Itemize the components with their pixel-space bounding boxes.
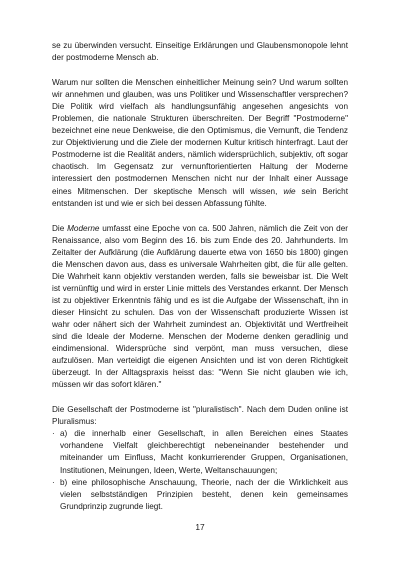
bullet-dot: · bbox=[52, 429, 55, 439]
list-item bbox=[52, 428, 348, 476]
list-item-text: a) die innerhalb einer Gesellschaft, in allen Bereichen eines Staates vorhandene Vielfalt gleichberechtigt nebeneinander bestehender und miteinander um Einfluss, Macht konkurrierender Gruppen, Organisationen, Institutionen, Meinungen, Ideen, Werte, Weltanschauungen; bbox=[60, 429, 348, 475]
bullet-dot: · bbox=[52, 477, 55, 487]
emphasis-moderne: Moderne bbox=[67, 223, 100, 233]
paragraph-text: sein Bericht entstanden ist und wie er sich bei dessen Abfassung fühlte. bbox=[52, 186, 348, 208]
list-item-text: b) eine philosophische Anschauung, Theorie, nach der die Wirklichkeit aus vielen selbstständigen Prinzipien besteht, denen kein gemeinsames Grundprinzip zugrunde liegt. bbox=[60, 477, 348, 511]
paragraph-postmoderne-questions bbox=[52, 77, 348, 210]
paragraph-text: umfasst eine Epoche von ca. 500 Jahren, nämlich die Zeit von der Renaissance, also vom Beginn des 16. bis zum Ende des 20. Jahrhunderts. Im Zeitalter der Aufklärung (die Aufklärung dauerte etwa von 1650 bis 1800) gingen die Menschen davon aus, dass es universale Wahrheiten gibt, die für alle gelten. Die Wahrheit kann objektiv verstanden werden, falls sie beweisbar ist. Die Welt ist vernünftig und wird in erster Linie mittels des Verstandes erkannt. Der Mensch ist zu objektiver Erkenntnis fähig und es ist die Aufgabe der Wissenschaft, ihn in dieser Hinsicht zu schulen. Das von der Wissenschaft produzierte Wissen ist wahr oder nähert sich der Wahrheit zumindest an. Objektivität und Wertfreiheit sind die Ideale der Moderne. Menschen der Moderne denken geradlinig und eindimensional. Widersprüche sind verpönt, man muss versuchen, diese aufzulösen. Man verteidigt die eigenen Ansichten und ist von deren Richtigkeit überzeugt. In der Alltagspraxis heisst das: "Wenn Sie nicht glauben wie ich, müssen wir das sofort klären." bbox=[52, 223, 349, 390]
paragraph-text: Die bbox=[52, 223, 68, 233]
pluralismus-definition-list bbox=[52, 428, 348, 512]
list-item bbox=[52, 477, 348, 513]
paragraph-pluralismus-intro: Die Gesellschaft der Postmoderne ist "pluralistisch". Nach dem Duden online ist Pluralismus: bbox=[52, 405, 348, 427]
paragraph-moderne bbox=[52, 223, 348, 392]
paragraph-text: Warum nur sollten die Menschen einheitlicher Meinung sein? Und warum sollten wir annehmen und glauben, was uns Politiker und Wissenschaftler versprechen? Die Politik wird vielfach als handlungsunfähig angesehen angesichts von Problemen, die nationale Strukturen überschreiten. Der Begriff "Postmoderne" bezeichnet eine neue Denkweise, die den Optimismus, die Vernunft, die Tendenz zur Objektivierung und die Ziele der modernen Kultur kritisch hinterfragt. Laut der Postmoderne ist die Realität anders, nämlich widersprüchlich, subjektiv, oft sogar chaotisch. Im Gegensatz zur vernunftorientierten Haltung der Moderne interessiert den postmodernen Menschen nicht nur der Inhalt einer Aussage eines Mitmenschen. Der skeptische Mensch will wissen, bbox=[52, 78, 348, 196]
paragraph-continuation: se zu überwinden versucht. Einseitige Erklärungen und Glaubensmonopole lehnt der postmoderne Mensch ab. bbox=[52, 41, 348, 63]
page-number: 17 bbox=[195, 522, 205, 532]
emphasis-wie: wie bbox=[283, 186, 296, 196]
